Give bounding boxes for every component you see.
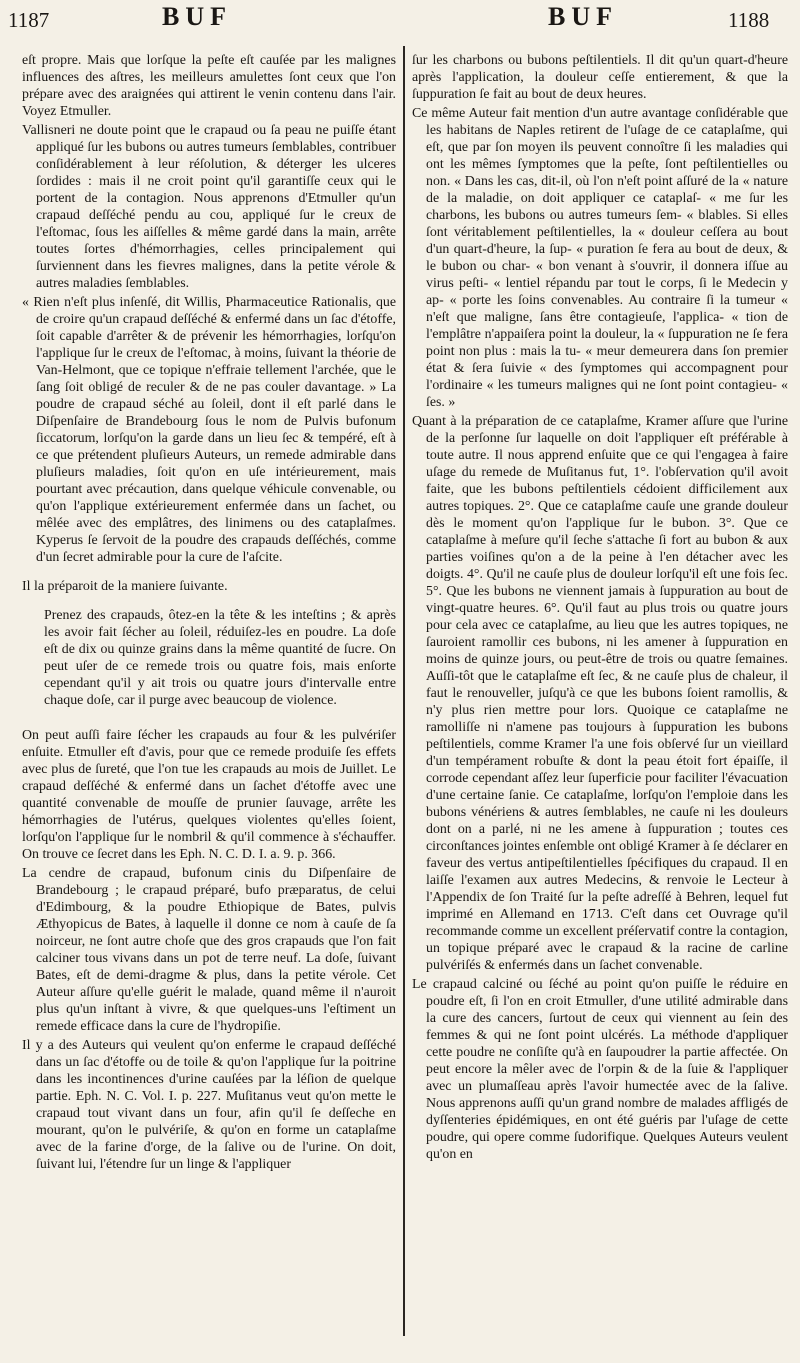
column-divider: [403, 46, 405, 1336]
paragraph: ſur les charbons ou bubons peſtilentiels. Il dit qu'un quart-d'heure après l'application, la douleur ceſſe entierement, & que la ſuppuration ſe fait au bout de deux heures.: [412, 53, 788, 102]
right-column: [412, 52, 788, 1363]
page-number-right: 1188: [728, 8, 770, 32]
running-head-left: BUF: [162, 2, 232, 31]
paragraph: Quant à la préparation de ce cataplaſme, Kramer aſſure que l'urine de la perſonne ſur laquelle on doit l'appliquer eſt préférable à toute autre. Il nous apprend enſuite que ce qui l'engagea à faire uſage du remede de Muſitanus fut, 1°. l'obſervation qu'il avoit faite, que les bubons peſtilentiels cédoient difficilement aux autres topiques. 2°. Que ce cataplaſme cauſe une grande douleur dès le moment qu'on l'applique ſur le bubon. 3°. Que ce cataplaſme à meſure qu'il ſeche s'attache ſi fort au bubon & aux parties voiſines qu'on a de la peine à l'en détacher avec les doigts. 4°. Qu'il ne cauſe plus de douleur lorſqu'il eſt une fois ſec. 5°. Que les bubons ne viennent jamais à ſuppuration au bout de vingt-quatre heures. 6°. Qu'il faut au plus trois ou quatre jours pour cela avec ce cataplaſme, au lieu que les autres topiques, ne ſauroient ramollir ces bubons, ni les amener à ſuppuration en moins de quinze jours, ou peut-être de trois ou quatre ſemaines. Auſſi-tôt que le cataplaſme eſt ſec, & ne cauſe plus de chaleur, il faut le renouveller, juſqu'à ce que les bubons ſoient ramollis, & n'y plus rien mettre pour lors. Quoique ce cataplaſme ne ramolliſſe ni n'amene pas toujours à ſuppuration les bubons peſtilentiels, comme Kramer l'a une fois obſervé ſur un vieillard d'un tempérament robuſte & dont la peau étoit fort épaiſſe, il corrode cependant aſſez leur ſuperficie pour faciliter l'évacuation d'une certaine ſanie. Ce cataplaſme, lorſqu'on l'emploie dans les bubons vénériens & autres ſemblables, ne cauſe ni les douleurs dont on a parlé, ni ne les amene à ſuppuration ; toutes ces circonſtances jointes enſemble ont obligé Kramer à ſe déclarer en faveur des vertus antipeſtilentielles ſpécifiques du crapaud. Il en laiſſe l'examen aux autres Medecins, & renvoie le Lecteur à l'Appendix de ſon Traité ſur la peſte adreſſé à Behren, lequel fut imprimé en Allemand en 1713. C'eſt dans cet Ouvrage qu'il recommande comme un excellent préſervatif contre la contagion, un topique préparé avec le crapaud & la racine de carline pulvériſés & enfermés dans un ſachet convenable.: [412, 414, 788, 973]
paragraph: « Rien n'eſt plus inſenſé, dit Willis, Pharmaceutice Rationalis, que de croire qu'un crapaud deſſéché & enfermé dans un ſac d'étoffe, ſoit capable d'arrêter & de prévenir les hémorrhagies, lorſqu'on l'applique ſur le creux de l'eſtomac, à moins, ſuivant la théorie de Van-Helmont, que ce topique n'effraie tellement l'archée, que le ſang ſoit obligé de reculer & de ne pas couler davantage. » La poudre de crapaud séché au ſoleil, dont il eſt parlé dans le Diſpenſaire de Brandebourg ſous le nom de Pulvis bufonum ſiccatorum, lorſqu'on la garde dans un lieu ſec & tempéré, eſt à ce que prétendent pluſieurs Auteurs, un remede admirable dans pluſieurs maladies, ſoit qu'on en uſe intérieurement, mais pourtant avec précaution, dans quelque véhicule convenable, ou qu'on l'applique extérieurement enfermée dans un ſachet, ou mêlée avec des emplâtres, des linimens ou des cataplaſmes. Kyperus ſe ſervoit de la poudre des crapauds deſſéchés, comme d'un ſecret admirable pour la cure de l'aſcite.: [22, 295, 396, 565]
paragraph: On peut auſſi faire ſécher les crapauds au four & les pulvériſer enſuite. Etmuller eſt d'avis, pour que ce remede produiſe ſes effets avec plus de ſureté, que l'on tue les crapauds au mois de Juillet. Le crapaud deſſéché & enfermé dans un ſachet d'étoffe avec une quantité convenable de mouſſe de prunier ſauvage, arrête les hémorrhagies de l'utérus, quelques violentes qu'elles ſoient, lorſqu'on l'applique ſur le nombril & qu'il commence à s'échauffer. On trouve ce ſecret dans les Eph. N. C. D. I. a. 9. p. 366.: [22, 728, 396, 862]
paragraph: Ce même Auteur fait mention d'un autre avantage conſidérable que les habitans de Naples retirent de l'uſage de ce cataplaſme, qui eſt, que par ſon moyen ils peuvent connoître ſi les maladies qui ont les mêmes ſymptomes que la peſte, ſont peſtilentielles ou non. « Dans les cas, dit-il, où l'on n'eſt point aſſuré de la « nature de la maladie, on doit appliquer ce cataplaſ- « me ſur les charbons, les bubons ou autres tumeurs ſem- « blables. Si elles ſont véritablement peſtilentielles, la « douleur ceſſera au bout d'un quart-d'heure, la ſup- « puration ſe fera au bout de deux, & le bubon ou char- « bon venant à s'ouvrir, il donnera iſſue au virus peſti- « lentiel répandu par tout le corps, ſi le Medecin y ap- « porte les ſoins convenables. Au contraire ſi la tumeur « n'eſt que maligne, ſans être contagieuſe, l'applica- « tion de l'emplâtre n'appaiſera point la douleur, la « ſuppuration ne ſe fera point non plus : mais la tu- « meur demeurera dans ſon premier état & ſera ſuivie « des ſymptomes qui accompagnent pour l'ordinaire « les tumeurs malignes qui ne ſont point contagieu- « ſes. »: [412, 106, 788, 410]
running-head-right: BUF: [548, 2, 618, 31]
page-number-left: 1187: [8, 8, 50, 32]
paragraph: Il y a des Auteurs qui veulent qu'on enferme le crapaud deſſéché dans un ſac d'étoffe ou de toile & qu'on l'applique ſur la poitrine dans les incontinences d'urine cauſées par la léſion de quelque partie. Eph. N. C. Vol. I. p. 227. Muſitanus veut qu'on mette le crapaud tout vivant dans un four, afin qu'il ſe deſſeche en mourant, qu'on le pulvériſe, & qu'on en forme un cataplaſme avec de la farine d'orge, de la ſalive ou de l'urine. On doit, ſuivant lui, l'étendre ſur un linge & l'appliquer: [22, 1038, 396, 1172]
paragraph: eſt propre. Mais que lorſque la peſte eſt cauſée par les malignes influences des aſtres, les meilleurs amulettes ſont ceux que l'on prépare avec des araignées qui attirent le venin contenu dans l'air. Voyez Etmuller.: [22, 53, 396, 119]
recipe-paragraph: Prenez des crapauds, ôtez-en la tête & les inteſtins ; & après les avoir fait ſécher au ſoleil, réduiſez-les en poudre. La doſe eſt de dix ou quinze grains dans la même quantité de ſucre. On peut uſer de ce remede trois ou quatre fois, mais enſorte cependant qu'il y ait trois ou quatre jours d'intervalle entre chaque doſe, car il purge avec beaucoup de violence.: [44, 608, 396, 708]
paragraph: La cendre de crapaud, bufonum cinis du Diſpenſaire de Brandebourg ; le crapaud préparé, bufo præparatus, de celui d'Edimbourg, & la poudre Ethiopique de Bates, pulvis Æthyopicus de Bates, à laquelle il donne ce nom à cauſe de ſa noirceur, ne ſont autre choſe que des gros crapauds que l'on fait calciner tous vivans dans un pot de terre neuf. La doſe, ſuivant Bates, eſt de demi-dragme & plus, dans la petite vérole. Cet Auteur aſſure qu'elle guérit le malade, quand même il n'auroit plus qu'un inſtant à vivre, & que quelques-uns l'eſtiment un remede efficace dans la cure de l'hydropiſie.: [22, 866, 396, 1034]
paragraph-heading: Il la préparoit de la maniere ſuivante.: [22, 579, 228, 594]
paragraph: Le crapaud calciné ou ſéché au point qu'on puiſſe le réduire en poudre eſt, ſi l'on en croit Etmuller, d'une utilité admirable dans la cure des cancers, ſurtout de ceux qui viennent au ſein des femmes & qui ne ſont point ulcérés. La méthode d'appliquer cette poudre ne conſiſte qu'à en ſaupoudrer la partie affectée. On peut encore la mêler avec de l'orpin & de la ſuie & l'appliquer avec un plumaſſeau après l'avoir humectée avec de la ſalive. Nous apprenons auſſi qu'un grand nombre de malades affligés de dyſſenteries épidémiques, en ont été guéris par l'uſage de cette poudre, qui opere comme ſudorifique. Quelques Auteurs veulent qu'on en: [412, 977, 788, 1162]
paragraph: Vallisneri ne doute point que le crapaud ou ſa peau ne puiſſe étant appliqué ſur les bubons ou autres tumeurs ſemblables, contribuer conſidérablement à leur réſolution, & déterger les ulceres ſordides : mais il ne croit point qu'il garantiſſe ceux qui le portent de la contagion. Nous apprenons d'Etmuller qu'un crapaud deſſéché pendu au cou, appliqué ſur le creux de l'eſtomac, ſous les aiſſelles & même gardé dans la main, arrête toutes ſortes d'hémorrhagies, celles principalement qui ſurviennent dans les fievres malignes, dans la petite vérole & autres maladies ſemblables.: [22, 123, 396, 291]
left-column: [22, 52, 396, 1363]
